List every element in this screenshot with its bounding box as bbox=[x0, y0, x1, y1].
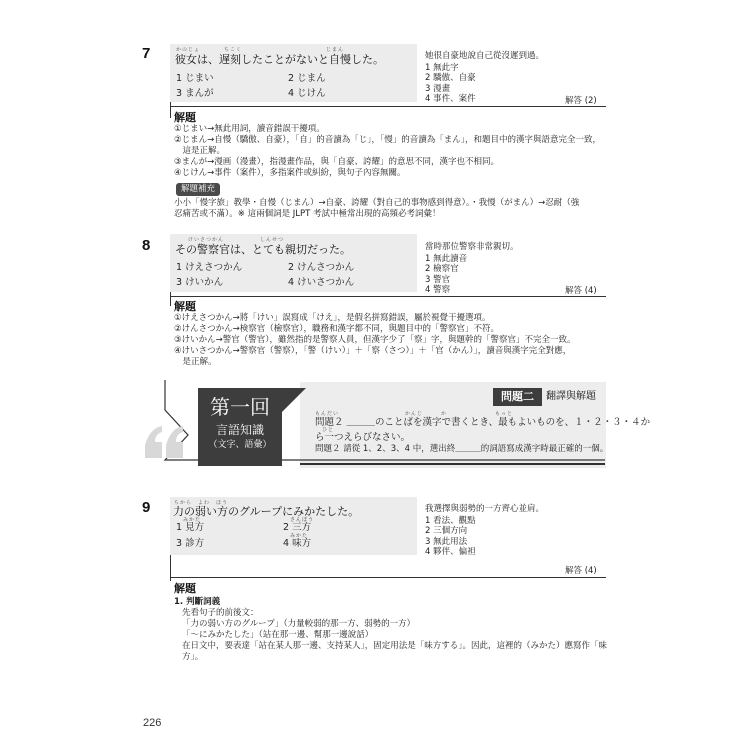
choice-1: 1 看法、觀點 bbox=[425, 516, 476, 526]
explanation-line: 這是正解。 bbox=[174, 146, 226, 156]
option-label: 1 見方 bbox=[176, 522, 205, 533]
banner-subheading: 言語知識 bbox=[215, 423, 264, 437]
explanation-line: 是正解。 bbox=[174, 357, 217, 367]
option-1: 1 けえさつかん bbox=[176, 262, 243, 273]
explanation-subheading: 1. 判斷詞義 bbox=[174, 597, 221, 607]
option-2: 2 けんさつかん bbox=[288, 262, 355, 273]
explanation-line: ③けいかん→警官（警官），雖然指的是警察人員，但漢字少了「察」字，與題幹的「警察官」不完全一致。 bbox=[174, 335, 576, 345]
translation: 當時那位警察非常親切。 bbox=[425, 242, 519, 252]
explanation-line: ②けんさつかん→検察官（檢察官），職務和漢字都不同，與題目中的「警察官」不符。 bbox=[174, 324, 499, 334]
option-1: 1 じまい bbox=[176, 73, 214, 84]
explanation-line: 在日文中，要表達「站在某人那一邊、支持某人」，固定用法是「味方する」。因此，這裡的（みかた）應寫作「味 bbox=[182, 641, 608, 651]
option-furigana: さんぽう bbox=[290, 517, 315, 523]
option-3: 3 けいかん bbox=[176, 277, 224, 288]
banner-arrow bbox=[282, 388, 312, 418]
furigana: もんだい かんじ か もっと bbox=[315, 411, 514, 417]
choice-4: 4 警察 bbox=[425, 285, 451, 295]
banner-subnote: （文字、語彙） bbox=[208, 439, 272, 450]
divider bbox=[170, 292, 171, 306]
choice-1: 1 無此字 bbox=[425, 63, 459, 73]
option-furigana: みかた bbox=[183, 517, 202, 523]
explanation-line: 「〜にみかたした」（站在那一邊、幫那一邊說話） bbox=[182, 630, 374, 640]
option-4: 4 けいさつかん bbox=[288, 277, 355, 288]
explanation-line: ④じけん→事件（案件），多指案件或糾紛，與句子內容無關。 bbox=[174, 168, 406, 178]
divider bbox=[170, 296, 606, 297]
explanation-line: ①じまい→無此用詞，讀音錯誤干擾項。 bbox=[174, 124, 325, 134]
choice-1: 1 無此讀音 bbox=[425, 254, 468, 264]
choice-2: 2 檢察官 bbox=[425, 264, 459, 274]
divider bbox=[170, 102, 171, 118]
furigana: ひと bbox=[322, 427, 335, 433]
choice-3: 3 無此用法 bbox=[425, 537, 468, 547]
supplement-line: 忍痛苦或不滿）。※ 這兩個詞是 JLPT 考試中極常出現的高頻必考詞彙！ bbox=[174, 209, 441, 219]
explanation-line: 方」。 bbox=[182, 652, 204, 662]
section-tab: 問題二 bbox=[493, 388, 542, 406]
option-1 bbox=[176, 517, 205, 534]
question-sentence: その警察官は、とても親切だった。 bbox=[175, 243, 351, 256]
instruction-line: 問題２ ＿＿＿のことばを漢字で書くとき、最もよいものを、１・２・３・４か bbox=[315, 417, 651, 428]
question-box bbox=[170, 44, 417, 102]
translation: 我選擇與弱勢的一方齊心並肩。 bbox=[425, 504, 545, 514]
option-label: 3 診方 bbox=[176, 538, 205, 549]
option-4 bbox=[283, 533, 312, 550]
instruction-translation: 問題２ 請從 1、2、3、4 中，選出終＿＿＿的詞語寫成漢字時最正確的一個。 bbox=[315, 444, 609, 454]
question-number: 7 bbox=[142, 45, 151, 62]
answer: 解答 (4) bbox=[565, 566, 597, 576]
page-number: 226 bbox=[143, 717, 162, 729]
explanation-title: 解題 bbox=[174, 582, 196, 595]
question-number: 9 bbox=[142, 499, 151, 516]
section-tab-subtitle: 翻譯與解題 bbox=[546, 391, 596, 402]
furigana: かのじょ ちこく じまん bbox=[176, 47, 345, 53]
option-4: 4 じけん bbox=[288, 88, 326, 99]
explanation-line: ③まんが→漫画（漫畫），指漫畫作品，與「自豪、誇耀」的意思不同，漢字也不相同。 bbox=[174, 157, 499, 167]
furigana: ちから よわ ほう bbox=[174, 500, 229, 506]
banner-heading-block bbox=[198, 388, 282, 466]
answer: 解答 (4) bbox=[565, 286, 597, 296]
question-box bbox=[170, 234, 417, 292]
banner-heading: 第一回 bbox=[210, 395, 270, 419]
choice-4: 4 事件、案件 bbox=[425, 94, 476, 104]
explanation-line: ④けいさつかん→警察官（警察），「警（けい）」＋「察（さつ）」＋「官（かん）」，讀音與漢字完全對應， bbox=[174, 346, 572, 356]
choice-3: 3 漫畫 bbox=[425, 84, 451, 94]
option-3 bbox=[176, 538, 204, 550]
choice-2: 2 三個方向 bbox=[425, 526, 468, 536]
explanation-line: ①けえさつかん→將「けい」誤寫成「けえ」，是假名拼寫錯誤，屬於視覺干擾選項。 bbox=[174, 313, 491, 323]
question-number: 8 bbox=[142, 237, 151, 254]
option-label: 2 三方 bbox=[283, 522, 312, 533]
explanation-title: 解題 bbox=[174, 111, 196, 124]
supplement-line: 小小「慢字旅」教學・自慢（じまん）→自豪、誇耀（對自己的事物感到得意）。・我慢（がまん）→忍耐（強 bbox=[174, 198, 580, 208]
explanation-line: ②じまん→自慢（驕傲、自豪），「自」的音讀為「じ」，「慢」的音讀為「まん」，和題目中的漢字與語意完全一致， bbox=[174, 135, 601, 145]
answer: 解答 (2) bbox=[565, 96, 597, 106]
option-furigana: みかた bbox=[290, 533, 309, 539]
question-sentence: 彼女は、遅刻したことがないと自慢した。 bbox=[175, 53, 384, 66]
divider bbox=[170, 106, 606, 107]
supplement-badge: 解題補充 bbox=[176, 183, 220, 196]
translation: 她很自豪地說自己從沒遲到過。 bbox=[425, 51, 545, 61]
explanation-line: 「力の弱い方のグループ」（力量較弱的那一方、弱勢的一方） bbox=[182, 619, 416, 629]
option-label: 4 味方 bbox=[283, 538, 312, 549]
explanation-line: 先看句子的前後文： bbox=[182, 608, 259, 618]
choice-4: 4 夥伴、偏袒 bbox=[425, 547, 476, 557]
explanation-title: 解題 bbox=[174, 300, 196, 313]
choice-3: 3 警官 bbox=[425, 275, 451, 285]
instruction-line: ら一つえらびなさい。 bbox=[315, 432, 411, 443]
divider bbox=[170, 577, 606, 578]
question-box bbox=[170, 497, 417, 555]
option-3: 3 まんが bbox=[176, 88, 214, 99]
furigana: けいさつかん しんせつ bbox=[176, 237, 285, 243]
choice-2: 2 驕傲、自豪 bbox=[425, 73, 476, 83]
question-sentence: 力の弱い方のグループにみかたした。 bbox=[173, 505, 360, 518]
option-2: 2 じまん bbox=[288, 73, 326, 84]
